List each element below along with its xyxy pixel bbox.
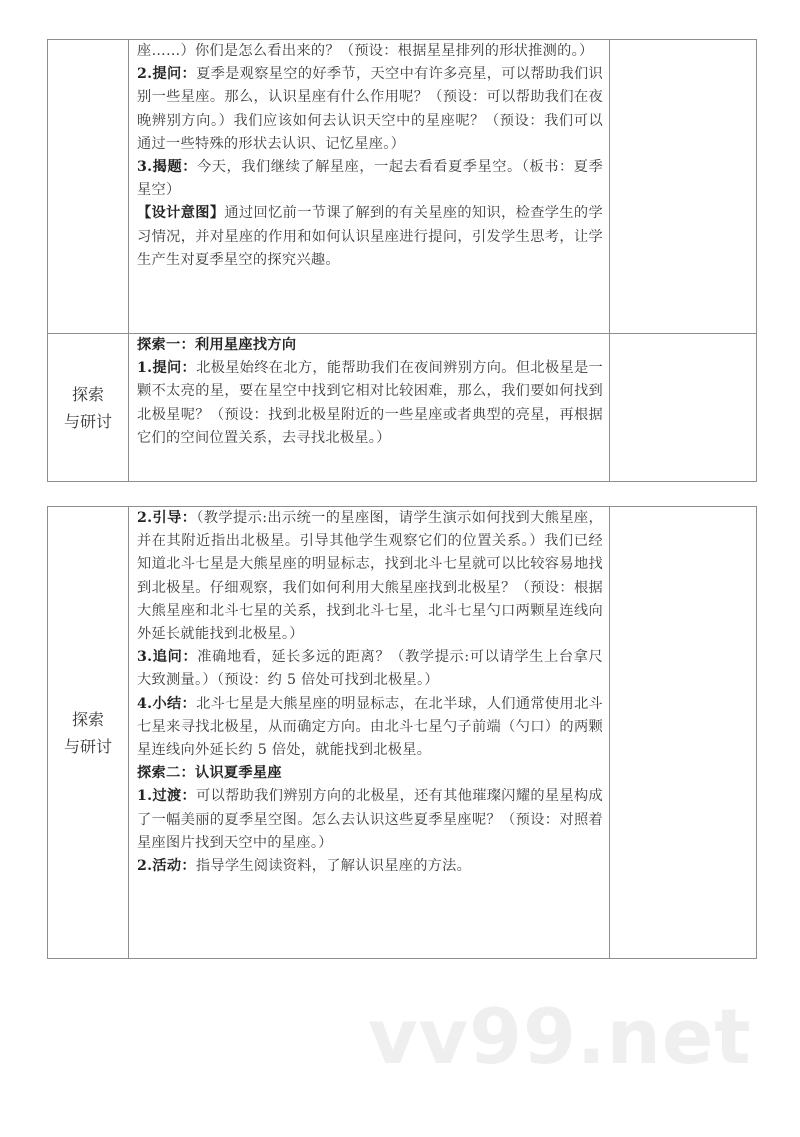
- paragraph-text: 通过回忆前一节课了解到的有关星座的知识，检查学生的学习情况，并对星座的作用和如何认识星座进行提问，引发学生思考，让学生产生对夏季星空的探究兴趣。: [137, 205, 603, 268]
- lesson-content-cell: [129, 40, 610, 334]
- notes-cell: [610, 334, 757, 482]
- paragraph-text: 北极星始终在北方，能帮助我们在夜间辨别方向。但北极星是一颗不太亮的星，要在星空中找到它相对比较困难，那么，我们要如何找到北极星呢？（预设：找到北极星附近的一些星座或者典型的亮星，再根据它们的空间位置关系，去寻找北极星。）: [137, 360, 604, 446]
- notes-cell: [610, 40, 757, 334]
- paragraph: [137, 202, 603, 272]
- paragraph-text: 可以帮助我们辨别方向的北极星，还有其他璀璨闪耀的星星构成了一幅美丽的夏季星空图。怎么去认识这些夏季星座呢？（预设：对照着星座图片找到天空中的星座。）: [137, 788, 604, 851]
- paragraph: [137, 646, 603, 692]
- paragraph-text: 今天，我们继续了解星座，一起去看看夏季星空。（板书：夏季星空）: [137, 159, 603, 199]
- paragraph-heading: 3.追问：: [137, 649, 198, 666]
- paragraph-heading: 3.揭题：: [137, 159, 197, 176]
- section-heading: 探索一：利用星座找方向: [137, 337, 297, 353]
- paragraph-heading: 4.小结：: [137, 695, 197, 712]
- stage-label-line2: 与研讨: [63, 736, 112, 756]
- stage-label-cell: [48, 334, 129, 482]
- paragraph: [137, 63, 603, 156]
- paragraph: [137, 334, 603, 357]
- paragraph-heading: 2.活动：: [137, 858, 196, 875]
- paragraph: [137, 156, 603, 202]
- lesson-content-cell: [129, 334, 610, 482]
- paragraph: [137, 40, 603, 63]
- paragraph-heading: 2.提问：: [137, 66, 197, 83]
- lesson-content-cell: [129, 507, 610, 959]
- paragraph: [137, 762, 603, 785]
- stage-label-line2: 与研讨: [63, 411, 112, 431]
- section-heading: 探索二：认识夏季星座: [137, 765, 282, 782]
- paragraph-text: 北斗七星是大熊星座的明显标志，在北半球，人们通常使用北斗七星来寻找北极星，从而确定方向。由北斗七星勺子前端（勺口）的两颗星连线向外延长约 5 倍处，就能找到北极星。: [137, 695, 604, 759]
- lesson-table-1: [47, 39, 757, 482]
- paragraph: [137, 693, 603, 763]
- table-row: [48, 40, 757, 334]
- table-row: [48, 507, 757, 959]
- paragraph-heading: 1.过渡：: [137, 788, 197, 805]
- stage-label-line1: 探索: [71, 384, 104, 404]
- paragraph: [137, 507, 603, 646]
- paragraph-text: （教学提示:出示统一的星座图，请学生演示如何找到大熊星座，并在其附近指出北极星。引导其他学生观察它们的位置关系。）我们已经知道北斗七星是大熊星座的明显标志，找到北斗七星就可以比较容易地找到北极星。仔细观察，我们如何利用大熊星座找到北极星？（预设：根据大熊星座和北斗七星的关系，找到北斗七星，北斗七星勺口两颗星连线向外延长就能找到北极星。）: [137, 510, 603, 643]
- paragraph-text: 指导学生阅读资料，了解认识星座的方法。: [195, 858, 472, 875]
- stage-label-line1: 探索: [71, 709, 104, 729]
- notes-cell: [610, 507, 757, 959]
- paragraph-text: 座……）你们是怎么看出来的？（预设：根据星星排列的形状推测的。）: [137, 43, 594, 59]
- paragraph: [137, 357, 603, 450]
- design-intent-heading: 【设计意图】: [137, 205, 225, 222]
- paragraph-text: 夏季是观察星空的好季节，天空中有许多亮星，可以帮助我们识别一些星座。那么，认识星座有什么作用呢？（预设：可以帮助我们在夜晚辨别方向。）我们应该如何去认识天空中的星座呢？（预设：我们可以通过一些特殊的形状去认识、记忆星座。）: [137, 66, 604, 152]
- stage-label-cell: [48, 507, 129, 959]
- paragraph-heading: 1.提问：: [137, 360, 197, 377]
- paragraph-heading: 2.引导：: [137, 510, 197, 526]
- paragraph: [137, 785, 603, 855]
- stage-label-cell: [48, 40, 129, 334]
- lesson-table-2: [47, 506, 757, 959]
- watermark: vv99.net: [368, 992, 752, 1081]
- paragraph: [137, 855, 603, 878]
- paragraph-text: 准确地看，延长多远的距离？（教学提示:可以请学生上台拿尺大致测量。）（预设：约 5 倍处可找到北极星。）: [137, 649, 603, 689]
- table-row: [48, 334, 757, 482]
